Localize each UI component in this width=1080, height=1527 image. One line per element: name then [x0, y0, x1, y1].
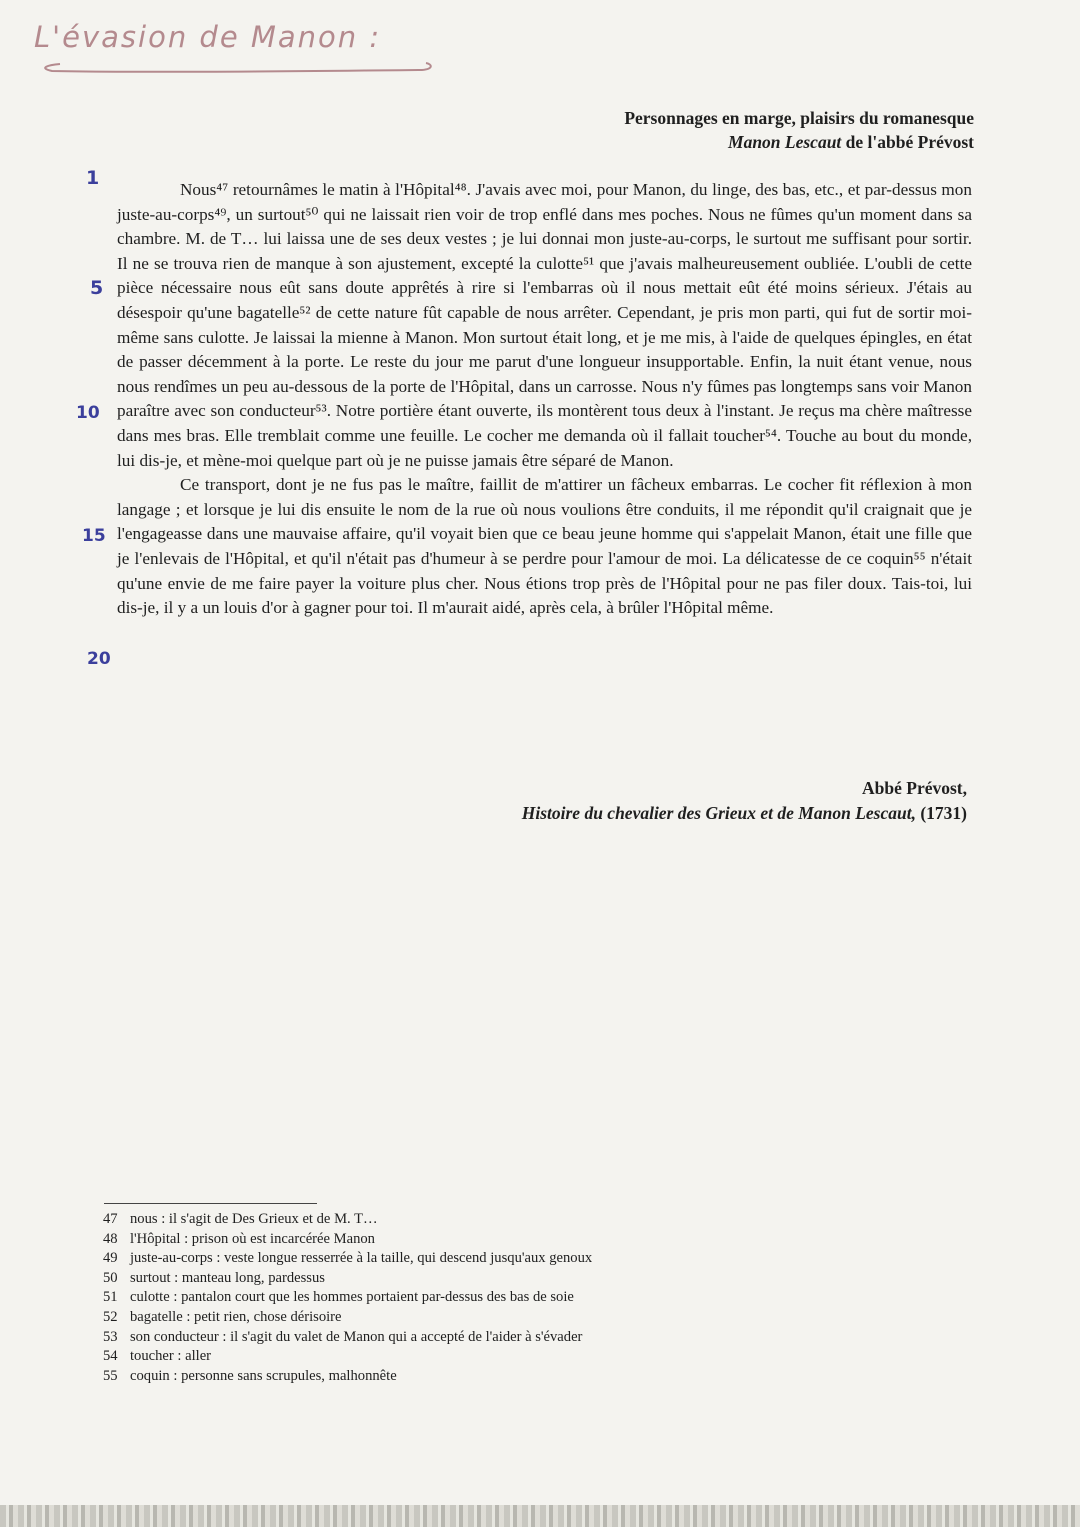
line-number-10: 10 — [76, 403, 100, 423]
footnote — [103, 1288, 803, 1308]
source-year: (1731) — [915, 803, 967, 823]
scan-edge-strip — [0, 1505, 1080, 1527]
footnote-number: 52 — [103, 1308, 118, 1325]
footnote-number: 48 — [103, 1230, 118, 1247]
text-excerpt — [117, 178, 972, 621]
footnote-text: coquin : personne sans scrupules, malhonnête — [130, 1367, 397, 1384]
title-underline — [30, 56, 450, 86]
handwritten-title: L'évasion de Manon : — [34, 20, 382, 54]
line-number-1: 1 — [86, 167, 100, 189]
footnote-text: son conducteur : il s'agit du valet de Manon qui a accepté de l'aider à s'évader — [130, 1328, 583, 1345]
line-number-20: 20 — [87, 649, 111, 669]
footnote-number: 51 — [103, 1289, 118, 1306]
document-header — [624, 106, 974, 154]
source-book-title: Histoire du chevalier des Grieux et de Manon Lescaut, — [521, 803, 916, 823]
author-name: Abbé Prévost, — [862, 778, 967, 798]
line-number-5: 5 — [90, 277, 104, 299]
footnote-text: l'Hôpital : prison où est incarcérée Manon — [130, 1230, 375, 1247]
footnote — [103, 1269, 803, 1289]
footnote-separator — [104, 1203, 317, 1204]
footnote-text: culotte : pantalon court que les hommes portaient par-dessus des bas de soie — [130, 1289, 574, 1306]
footnote-text: bagatelle : petit rien, chose dérisoire — [130, 1308, 342, 1325]
header-line-1: Personnages en marge, plaisirs du romanesque — [624, 108, 974, 128]
footnote-text: toucher : aller — [130, 1348, 212, 1365]
footnote-number: 54 — [103, 1348, 118, 1365]
footnote-number: 53 — [103, 1328, 118, 1345]
footnote-number: 47 — [103, 1211, 118, 1227]
footnote — [103, 1210, 803, 1230]
header-author: de l'abbé Prévost — [841, 132, 974, 152]
footnote — [103, 1347, 803, 1367]
footnote — [103, 1328, 803, 1348]
footnote-number: 55 — [103, 1367, 118, 1384]
footnotes — [103, 1210, 803, 1386]
line-number-15: 15 — [82, 526, 106, 546]
footnote-text: surtout : manteau long, pardessus — [130, 1269, 325, 1286]
footnote — [103, 1249, 803, 1269]
header-line-2 — [624, 130, 974, 154]
paragraph-1: Nous⁴⁷ retournâmes le matin à l'Hôpital⁴⁸. J'avais avec moi, pour Manon, du linge, des bas, etc., et par-dessus mon juste-au-corps⁴⁹, un surtout⁵⁰ qui ne laissait rien voir de trop enflé dans mes poches. Nous ne fûmes qu'un moment dans sa chambre. M. de T… lui laissa une de ses deux vestes ; je lui donnai mon juste-au-corps, le surtout me suffisant pour sortir. Il ne se trouva rien de manque à son ajustement, excepté la culotte⁵¹ que j'avais malheureusement oubliée. L'oubli de cette pièce nécessaire nous eût sans doute apprêtés à rire si l'embarras où il nous mettait eût été moins sérieux. J'étais au désespoir qu'une bagatelle⁵² de cette nature fût capable de nous arrêter. Cependant, je pris mon parti, qui fut de sortir moi-même sans culotte. Je laissai la mienne à Manon. Mon surtout était long, et je me mis, à l'aide de quelques épingles, en état de passer décemment à la porte. Le reste du jour me parut d'une longueur insupportable. Enfin, la nuit étant venue, nous nous rendîmes un peu au-dessous de la porte de l'Hôpital, dans un carrosse. Nous n'y fûmes pas longtemps sans voir Manon paraître avec son conducteur⁵³. Notre portière étant ouverte, ils montèrent tous deux à l'instant. Je reçus ma chère maîtresse dans mes bras. Elle tremblait comme une feuille. Le cocher me demanda où il fallait toucher⁵⁴. Touche au bout du monde, lui dis-je, et mène-moi quelque part où je ne puisse jamais être séparé de Manon. — [117, 180, 972, 470]
source-citation — [522, 776, 967, 826]
footnote-number: 50 — [103, 1269, 118, 1286]
footnote — [103, 1230, 803, 1250]
footnote — [103, 1367, 803, 1387]
footnote-text: nous : il s'agit de Des Grieux et de M. T… — [130, 1211, 378, 1227]
header-book-title: Manon Lescaut — [728, 132, 842, 152]
paragraph-2: Ce transport, dont je ne fus pas le maître, faillit de m'attirer un fâcheux embarras. Le cocher fit réflexion à mon langage ; et lorsque je lui dis ensuite le nom de la rue où nous voulions être conduits, il me répondit qu'il craignait que je l'engageasse dans une mauvaise affaire, qu'il voyait bien que ce beau jeune homme qui s'appelait Manon, était une fille que je l'enlevais de l'Hôpital, et qu'il n'était pas d'humeur à se perdre pour l'amour de moi. La délicatesse de ce coquin⁵⁵ n'était qu'une envie de me faire payer la voiture plus cher. Nous étions trop près de l'Hôpital pour ne pas filer doux. Tais-toi, lui dis-je, il y a un louis d'or à gagner pour toi. Il m'aurait aidé, après cela, à brûler l'Hôpital même. — [117, 475, 972, 618]
footnote — [103, 1308, 803, 1328]
footnote-text: juste-au-corps : veste longue resserrée à la taille, qui descend jusqu'aux genoux — [130, 1250, 593, 1267]
footnote-number: 49 — [103, 1250, 118, 1267]
